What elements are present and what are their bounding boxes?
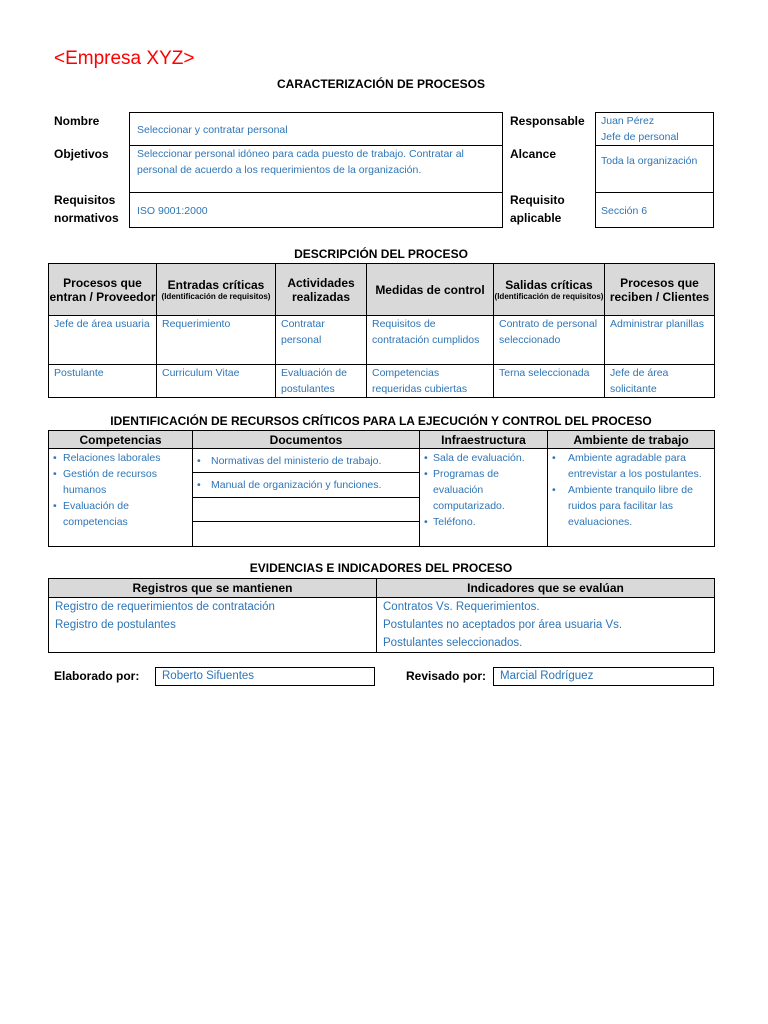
header-label: Actividades realizadas	[287, 275, 355, 304]
evidencias-content-row	[49, 598, 715, 653]
list-item: • Gestión de recursos humanos	[49, 466, 192, 498]
recursos-table	[48, 430, 715, 547]
recursos-header-row	[49, 431, 715, 449]
elaborado-value: Roberto Sifuentes	[162, 670, 255, 682]
nombre-value-box	[129, 112, 503, 146]
objetivos-value-box	[129, 145, 503, 193]
documentos-row-4	[193, 522, 419, 546]
elaborado-value-box	[155, 667, 375, 686]
infraestructura-list	[420, 449, 547, 530]
evidencias-table	[48, 578, 715, 653]
recursos-header-competencias: Competencias	[49, 431, 193, 449]
ambiente-list	[548, 449, 714, 530]
descripcion-table	[48, 263, 715, 398]
documentos-row-3	[193, 498, 419, 522]
table-cell: Curriculum Vitae	[162, 367, 240, 379]
nombre-value: Seleccionar y contratar personal	[137, 124, 288, 136]
descripcion-header	[49, 264, 157, 316]
descripcion-header	[494, 264, 605, 316]
elaborado-label: Elaborado por:	[54, 669, 140, 683]
list-item: • Teléfono.	[420, 514, 547, 530]
responsable-value-2: Jefe de personal	[601, 131, 679, 143]
recursos-header-infraestructura: Infraestructura	[420, 431, 548, 449]
documentos-row-2	[193, 473, 419, 498]
indicador-item: Contratos Vs. Requerimientos.	[383, 601, 540, 613]
table-row	[49, 316, 715, 365]
list-item: • Relaciones laborales	[49, 450, 192, 466]
descripcion-header	[157, 264, 276, 316]
alcance-label: Alcance	[510, 147, 557, 161]
header-label: Entradas críticas	[167, 277, 265, 292]
table-cell: Contrato de personal seleccionado	[499, 318, 598, 346]
list-item: • Evaluación de competencias	[49, 498, 192, 530]
competencias-list	[49, 449, 192, 530]
table-row	[49, 365, 715, 398]
list-item: • Sala de evaluación.	[420, 450, 547, 466]
table-cell: Evaluación de postulantes	[281, 367, 347, 395]
responsable-label: Responsable	[510, 114, 585, 128]
descripcion-header-row	[49, 264, 715, 316]
revisado-value: Marcial Rodríguez	[500, 670, 594, 682]
descripcion-header	[276, 264, 367, 316]
objetivos-label: Objetivos	[54, 147, 109, 161]
documentos-row-1	[193, 449, 419, 473]
alcance-value-box	[595, 145, 714, 193]
list-item: • Manual de organización y funciones.	[193, 477, 419, 493]
responsable-value-box	[595, 112, 714, 146]
table-cell: Terna seleccionada	[499, 367, 590, 379]
responsable-value-1: Juan Pérez	[601, 115, 655, 127]
descripcion-header	[605, 264, 715, 316]
table-cell: Administrar planillas	[610, 318, 704, 330]
recursos-header-ambiente: Ambiente de trabajo	[548, 431, 715, 449]
req-aplicable-label-1: Requisito	[510, 193, 565, 207]
req-aplicable-value: Sección 6	[601, 205, 648, 217]
list-item: • Ambiente agradable para entrevistar a los postulantes.	[548, 450, 714, 482]
header-label: Salidas críticas	[505, 277, 593, 292]
revisado-label: Revisado por:	[406, 669, 487, 683]
company-name: <Empresa XYZ>	[54, 48, 195, 69]
table-cell: Jefe de área solicitante	[610, 367, 669, 395]
registro-item: Registro de postulantes	[55, 619, 176, 631]
requisitos-value: ISO 9001:2000	[137, 205, 208, 217]
table-cell: Requerimiento	[162, 318, 231, 330]
registro-item: Registro de requerimientos de contratación	[55, 601, 275, 613]
list-item: • Ambiente tranquilo libre de ruidos para facilitar las evaluaciones.	[548, 482, 714, 530]
header-label: Procesos que reciben / Clientes	[609, 275, 710, 304]
list-item: • Programas de evaluación computarizado.	[420, 466, 547, 514]
evidencias-header-row	[49, 579, 715, 598]
document-title: CARACTERIZACIÓN DE PROCESOS	[276, 77, 485, 91]
header-sublabel: (Identificación de requisitos)	[161, 291, 271, 301]
req-aplicable-value-box	[595, 192, 714, 228]
table-cell: Competencias requeridas cubiertas	[372, 367, 468, 395]
recursos-content-row	[49, 449, 715, 547]
indicador-item: Postulantes no aceptados por área usuaria Vs. Postulantes seleccionados.	[383, 619, 623, 649]
table-cell: Requisitos de contratación cumplidos	[372, 318, 480, 346]
header-label: Procesos que entran / Proveedor	[49, 275, 156, 304]
registros-header: Registros que se mantienen	[49, 579, 377, 598]
recursos-header-documentos: Documentos	[193, 431, 420, 449]
objetivos-value: Seleccionar personal idóneo para cada puesto de trabajo. Contratar al personal de acuerdo a los requerimientos de la organización.	[137, 148, 464, 176]
descripcion-header	[367, 264, 494, 316]
recursos-title: IDENTIFICACIÓN DE RECURSOS CRÍTICOS PARA LA EJECUCIÓN Y CONTROL DEL PROCESO	[110, 414, 652, 428]
table-cell: Contratar personal	[281, 318, 325, 346]
list-item: • Normativas del ministerio de trabajo.	[193, 453, 419, 469]
header-sublabel: (Identificación de requisitos)	[494, 291, 604, 301]
requisitos-value-box	[129, 192, 503, 228]
descripcion-title: DESCRIPCIÓN DEL PROCESO	[294, 247, 468, 261]
alcance-value: Toda la organización	[601, 155, 698, 167]
table-cell: Jefe de área usuaria	[54, 318, 150, 330]
req-aplicable-label-2: aplicable	[510, 211, 562, 225]
evidencias-title: EVIDENCIAS E INDICADORES DEL PROCESO	[249, 561, 513, 575]
nombre-label: Nombre	[54, 114, 100, 128]
requisitos-label-2: normativos	[54, 211, 119, 225]
requisitos-label-1: Requisitos	[54, 193, 116, 207]
header-label: Medidas de control	[375, 282, 485, 297]
indicadores-header: Indicadores que se evalúan	[377, 579, 715, 598]
table-cell: Postulante	[54, 367, 104, 379]
revisado-value-box	[493, 667, 714, 686]
